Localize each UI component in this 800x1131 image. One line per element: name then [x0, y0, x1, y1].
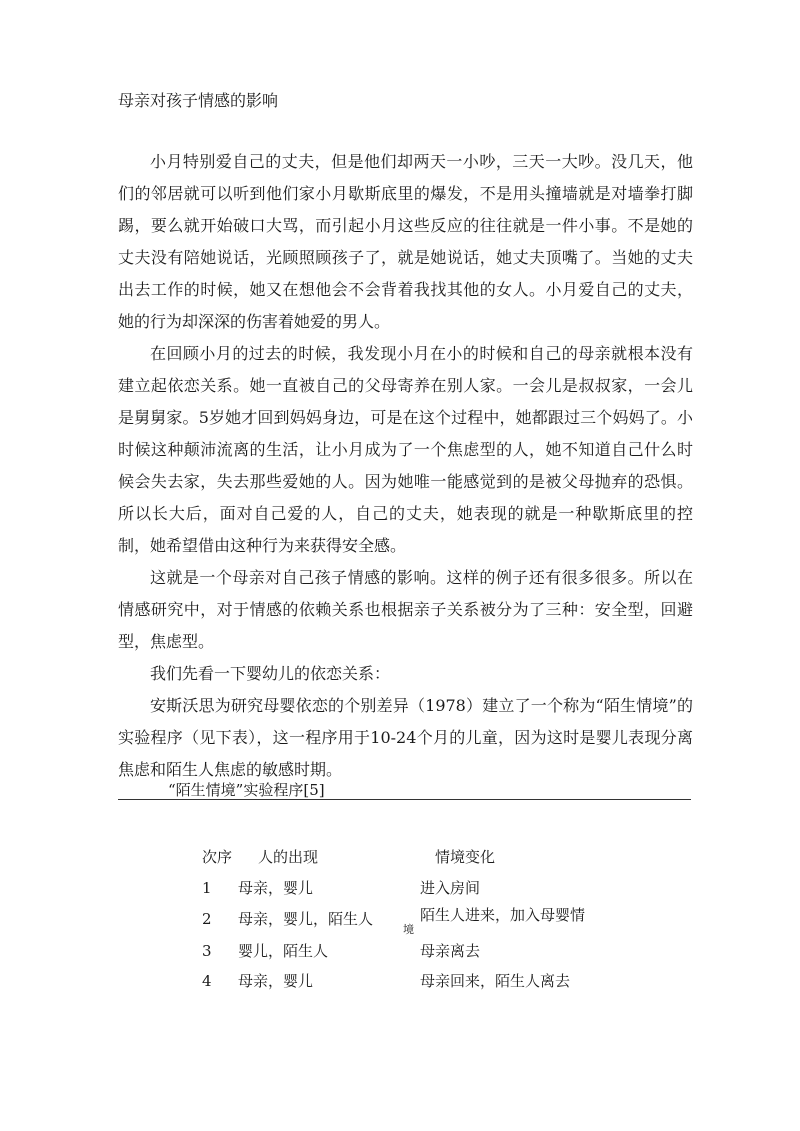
table-cell-change: 母亲离去: [420, 942, 481, 960]
table-cell-change: 陌生人进来，加入母婴情: [420, 906, 586, 924]
table-top-rule: [118, 799, 691, 800]
table-cell-change-wrap: 境: [403, 923, 414, 936]
paragraph: 在回顾小月的过去的时候，我发现小月在小的时候和自己的母亲就根本没有建立起依恋关系。她一直被自己的父母寄养在别人家。一会儿是叔叔家，一会儿是舅舅家。5岁她才回到妈妈身边，可是在这个过程中，她都跟过三个妈妈了。小时候这种颠沛流离的生活，让小月成为了一个焦虑型的人，她不知道自己什么时候会失去家，失去那些爱她的人。因为她唯一能感觉到的是被父母抛弃的恐惧。所以长大后，面对自己爱的人，自己的丈夫，她表现的就是一种歇斯底里的控制，她希望借由这种行为来获得安全感。: [118, 344, 693, 555]
table-cell-change: 母亲回来，陌生人离去: [420, 972, 571, 990]
table-cell-person: 母亲，婴儿: [238, 972, 314, 990]
article-body: [118, 146, 693, 786]
paragraph: 安斯沃思为研究母婴依恋的个别差异（1978）建立了一个称为“陌生情境”的实验程序（见下表），这一程序用于10-24个月的儿童，因为这时是婴儿表现分离焦虑和陌生人焦虑的敏感时期。: [118, 696, 693, 779]
paragraph: 我们先看一下婴幼儿的依恋关系：: [150, 664, 391, 683]
table-caption: “陌生情境”实验程序[5]: [168, 781, 325, 799]
table-cell-change: 进入房间: [420, 879, 481, 897]
table-cell-order: 2: [202, 910, 212, 928]
table-header-change: 情境变化: [435, 848, 496, 866]
table-header-person: 人的出现: [258, 848, 319, 866]
page-title: 母亲对孩子情感的影响: [118, 91, 279, 110]
table-cell-order: 4: [202, 972, 212, 990]
table-cell-order: 3: [202, 942, 212, 960]
table-header-order: 次序: [202, 848, 233, 866]
paragraph: 这就是一个母亲对自己孩子情感的影响。这样的例子还有很多很多。所以在情感研究中，对于情感的依赖关系也根据亲子关系被分为了三种：安全型，回避型，焦虑型。: [118, 568, 693, 651]
paragraph: 小月特别爱自己的丈夫，但是他们却两天一小吵，三天一大吵。没几天，他们的邻居就可以听到他们家小月歇斯底里的爆发，不是用头撞墙就是对墙拳打脚踢，要么就开始破口大骂，而引起小月这些反应的往往就是一件小事。不是她的丈夫没有陪她说话，光顾照顾孩子了，就是她说话，她丈夫顶嘴了。当她的丈夫出去工作的时候，她又在想他会不会背着我找其他的女人。小月爱自己的丈夫，她的行为却深深的伤害着她爱的男人。: [118, 152, 693, 331]
table-cell-person: 母亲，婴儿，陌生人: [238, 910, 374, 928]
table-cell-order: 1: [202, 879, 212, 897]
table-cell-person: 母亲，婴儿: [238, 879, 314, 897]
table-cell-person: 婴儿，陌生人: [238, 942, 329, 960]
